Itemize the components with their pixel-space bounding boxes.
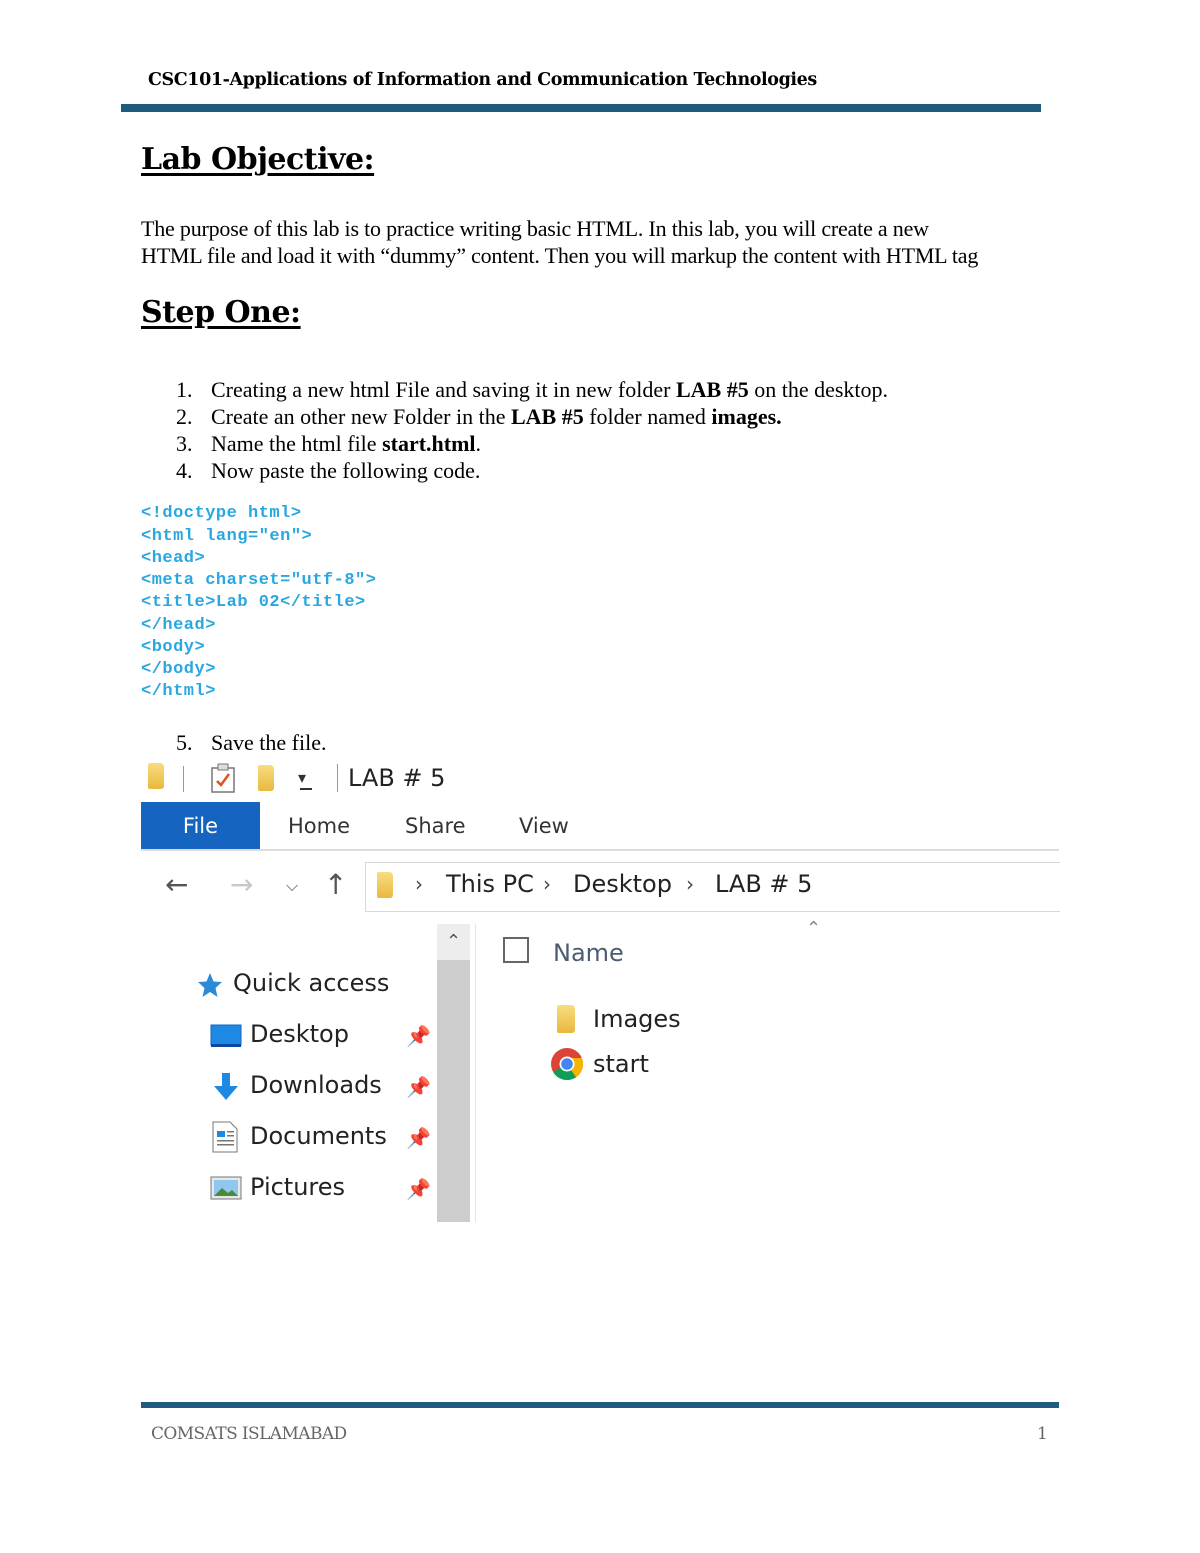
nav-downloads[interactable]: Downloads — [250, 1071, 382, 1099]
quick-access-star-icon — [196, 971, 224, 999]
breadcrumb-chevron-icon[interactable]: › — [543, 872, 551, 896]
pin-icon[interactable]: 📌 — [406, 1177, 431, 1201]
tab-home[interactable]: Home — [288, 814, 351, 838]
customize-toolbar-dropdown-icon[interactable]: ▾ — [298, 768, 307, 787]
list-item — [176, 458, 480, 484]
code-line: <body> — [141, 638, 206, 657]
code-line: <html lang="en"> — [141, 527, 313, 546]
list-number: 2. — [176, 404, 193, 429]
pin-icon[interactable]: 📌 — [406, 1126, 431, 1150]
objective-line-1: The purpose of this lab is to practice writing basic HTML. In this lab, you will create a new — [141, 216, 929, 241]
code-line: </html> — [141, 682, 216, 701]
list-text: Now paste the following code. — [211, 458, 481, 483]
breadcrumb-chevron-icon[interactable]: › — [686, 872, 694, 896]
list-item — [176, 730, 326, 756]
folder-icon — [557, 1005, 575, 1033]
pane-divider — [475, 924, 476, 1222]
tab-file[interactable]: File — [141, 802, 260, 850]
list-number: 5. — [176, 730, 193, 755]
list-bold-text: LAB #5 — [675, 377, 749, 402]
documents-icon — [212, 1121, 238, 1153]
recent-locations-chevron-icon[interactable]: ⌵ — [286, 876, 299, 895]
list-bold-text: LAB #5 — [510, 404, 584, 429]
scroll-up-chevron-icon[interactable]: ⌃ — [437, 924, 470, 960]
tab-share[interactable]: Share — [405, 814, 466, 838]
ribbon-divider — [141, 849, 1059, 851]
header-rule — [121, 104, 1041, 112]
forward-arrow-icon[interactable]: → — [230, 868, 254, 901]
list-number: 4. — [176, 458, 193, 483]
list-text: . — [475, 431, 482, 456]
list-text: Save the file. — [211, 730, 327, 755]
window-title: LAB # 5 — [348, 764, 446, 792]
list-item — [176, 404, 782, 430]
column-header-name[interactable]: Name — [553, 939, 624, 967]
pin-icon[interactable]: 📌 — [406, 1075, 431, 1099]
nav-quick-access[interactable]: Quick access — [233, 969, 390, 997]
list-text: on the desktop. — [748, 377, 889, 402]
file-item-start[interactable]: start — [593, 1050, 649, 1078]
nav-pane-scrollbar[interactable] — [437, 924, 470, 1222]
step-one-heading: Step One: — [141, 295, 301, 330]
list-text: Name the html file — [211, 431, 383, 456]
desktop-icon — [210, 1024, 242, 1048]
code-line: <!doctype html> — [141, 504, 302, 523]
nav-pictures[interactable]: Pictures — [250, 1173, 346, 1201]
objective-line-2: HTML file and load it with “dummy” content. Then you will markup the content with HTML tag — [141, 243, 979, 268]
select-all-checkbox[interactable] — [503, 937, 529, 963]
pictures-icon — [210, 1176, 242, 1200]
new-folder-icon[interactable] — [258, 765, 274, 791]
breadcrumb-desktop[interactable]: Desktop — [573, 870, 672, 898]
code-line: </body> — [141, 660, 216, 679]
nav-desktop[interactable]: Desktop — [250, 1020, 349, 1048]
chrome-icon — [550, 1047, 584, 1081]
list-text: Creating a new html File and saving it in new folder — [211, 377, 676, 402]
file-item-images[interactable]: Images — [593, 1005, 681, 1033]
list-item — [176, 377, 888, 403]
list-text: folder named — [583, 404, 712, 429]
address-folder-icon — [377, 872, 393, 898]
list-number: 1. — [176, 377, 193, 402]
list-text: Create an other new Folder in the — [211, 404, 511, 429]
tab-view[interactable]: View — [519, 814, 569, 838]
code-line: <meta charset="utf-8"> — [141, 571, 377, 590]
footer-institution: COMSATS ISLAMABAD — [151, 1424, 347, 1444]
list-item — [176, 431, 481, 457]
list-bold-text: start.html — [382, 431, 476, 456]
page-number: 1 — [1037, 1424, 1048, 1444]
toolbar-separator — [183, 766, 184, 792]
dropdown-underline — [300, 788, 312, 790]
code-line: <head> — [141, 549, 206, 568]
footer-rule — [141, 1402, 1059, 1408]
breadcrumb-chevron-icon[interactable]: › — [415, 872, 423, 896]
folder-icon[interactable] — [148, 763, 164, 789]
up-arrow-icon[interactable]: ↑ — [324, 868, 348, 901]
list-number: 3. — [176, 431, 193, 456]
nav-documents[interactable]: Documents — [250, 1122, 387, 1150]
back-arrow-icon[interactable]: ← — [165, 868, 189, 901]
code-line: </head> — [141, 616, 216, 635]
breadcrumb-lab5[interactable]: LAB # 5 — [715, 870, 813, 898]
properties-icon[interactable] — [210, 762, 236, 794]
downloads-icon — [212, 1072, 240, 1102]
lab-objective-heading: Lab Objective: — [141, 142, 375, 177]
document-header-title: CSC101-Applications of Information and Communication Technologies — [148, 70, 817, 90]
code-line: <title>Lab 02</title> — [141, 593, 366, 612]
sort-ascending-icon: ⌃ — [806, 918, 822, 939]
list-bold-text: images. — [711, 404, 782, 429]
breadcrumb-this-pc[interactable]: This PC — [446, 870, 534, 898]
pin-icon[interactable]: 📌 — [406, 1024, 431, 1048]
toolbar-separator — [337, 764, 338, 792]
